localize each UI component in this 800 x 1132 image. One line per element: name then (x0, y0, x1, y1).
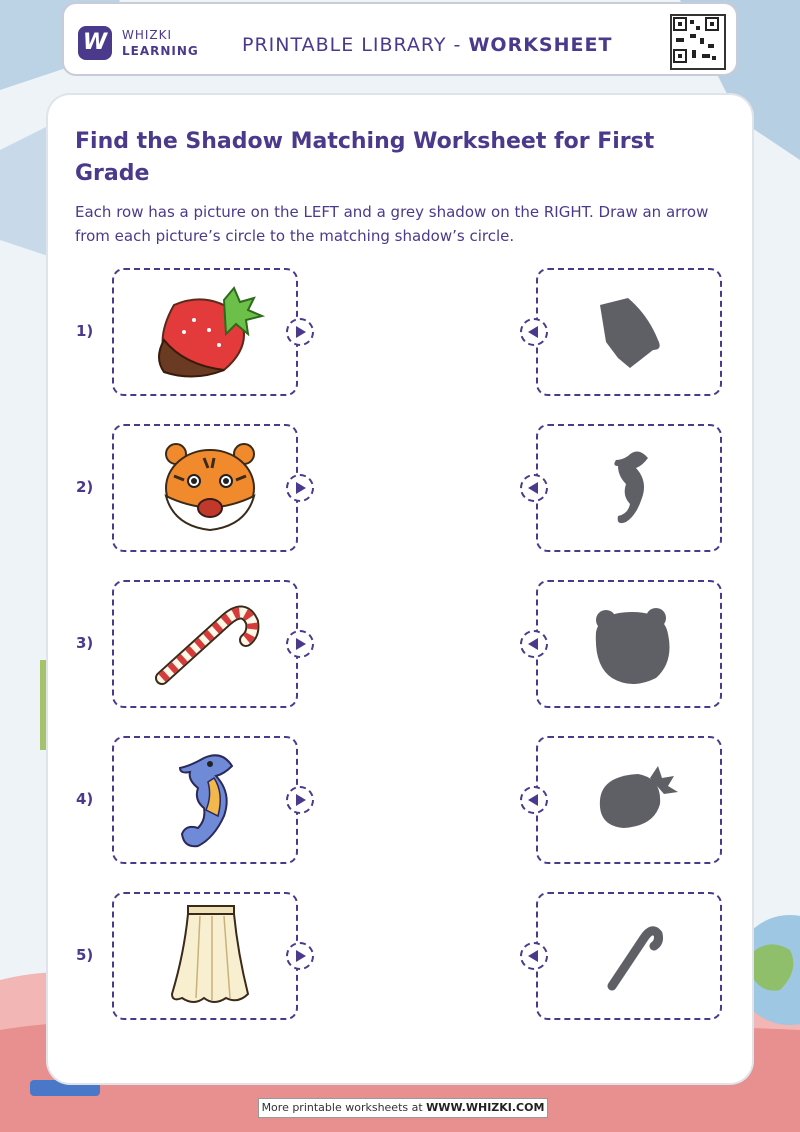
tiger-shadow-icon (538, 582, 720, 706)
picture-box (112, 736, 298, 864)
play-right-icon (293, 793, 307, 807)
picture-connector-dot[interactable] (286, 630, 314, 658)
brand-subname: LEARNING (122, 44, 199, 58)
shadow-connector-dot[interactable] (520, 318, 548, 346)
footer-website-link[interactable]: WWW.WHIZKI.COM (426, 1101, 545, 1114)
strawberry-icon (114, 270, 296, 394)
header-title-bold: WORKSHEET (468, 34, 613, 56)
seahorse-icon (114, 738, 296, 862)
picture-box (112, 424, 298, 552)
play-left-icon (527, 325, 541, 339)
play-right-icon (293, 949, 307, 963)
brand-name: WHIZKI (122, 28, 173, 42)
worksheet-instructions: Each row has a picture on the LEFT and a grey shadow on the RIGHT. Draw an arrow from each picture’s circle to the matching shadow’s circle. (75, 203, 709, 245)
header-title-prefix: PRINTABLE LIBRARY - (242, 34, 469, 56)
picture-connector-dot[interactable] (286, 942, 314, 970)
shadow-box (536, 580, 722, 708)
shadow-box (536, 736, 722, 864)
picture-box (112, 892, 298, 1020)
footer-banner (258, 1098, 548, 1118)
shadow-connector-dot[interactable] (520, 630, 548, 658)
shadow-connector-dot[interactable] (520, 786, 548, 814)
row-number: 1) (76, 322, 94, 340)
worksheet-title: Find the Shadow Matching Worksheet for First Grade (75, 129, 655, 186)
skirt-icon (114, 894, 296, 1018)
footer-text: More printable worksheets at (261, 1101, 427, 1114)
skirt-shadow-icon (538, 270, 720, 394)
shadow-connector-dot[interactable] (520, 942, 548, 970)
play-right-icon (293, 637, 307, 651)
shadow-connector-dot[interactable] (520, 474, 548, 502)
qr-code-icon (670, 14, 726, 70)
row-number: 3) (76, 634, 94, 652)
picture-box (112, 268, 298, 396)
picture-connector-dot[interactable] (286, 786, 314, 814)
whizki-logo: W (78, 26, 112, 60)
row-number: 2) (76, 478, 94, 496)
picture-connector-dot[interactable] (286, 474, 314, 502)
play-left-icon (527, 637, 541, 651)
picture-connector-dot[interactable] (286, 318, 314, 346)
shadow-box (536, 424, 722, 552)
play-right-icon (293, 325, 307, 339)
shadow-box (536, 892, 722, 1020)
header-title (242, 34, 612, 56)
row-number: 5) (76, 946, 94, 964)
candy-cane-shadow-icon (538, 894, 720, 1018)
picture-box (112, 580, 298, 708)
candy-cane-icon (114, 582, 296, 706)
strawberry-shadow-icon (538, 738, 720, 862)
tiger-icon (114, 426, 296, 550)
play-left-icon (527, 793, 541, 807)
play-left-icon (527, 481, 541, 495)
header-bar (62, 2, 738, 76)
seahorse-shadow-icon (538, 426, 720, 550)
play-left-icon (527, 949, 541, 963)
play-right-icon (293, 481, 307, 495)
row-number: 4) (76, 790, 94, 808)
shadow-box (536, 268, 722, 396)
